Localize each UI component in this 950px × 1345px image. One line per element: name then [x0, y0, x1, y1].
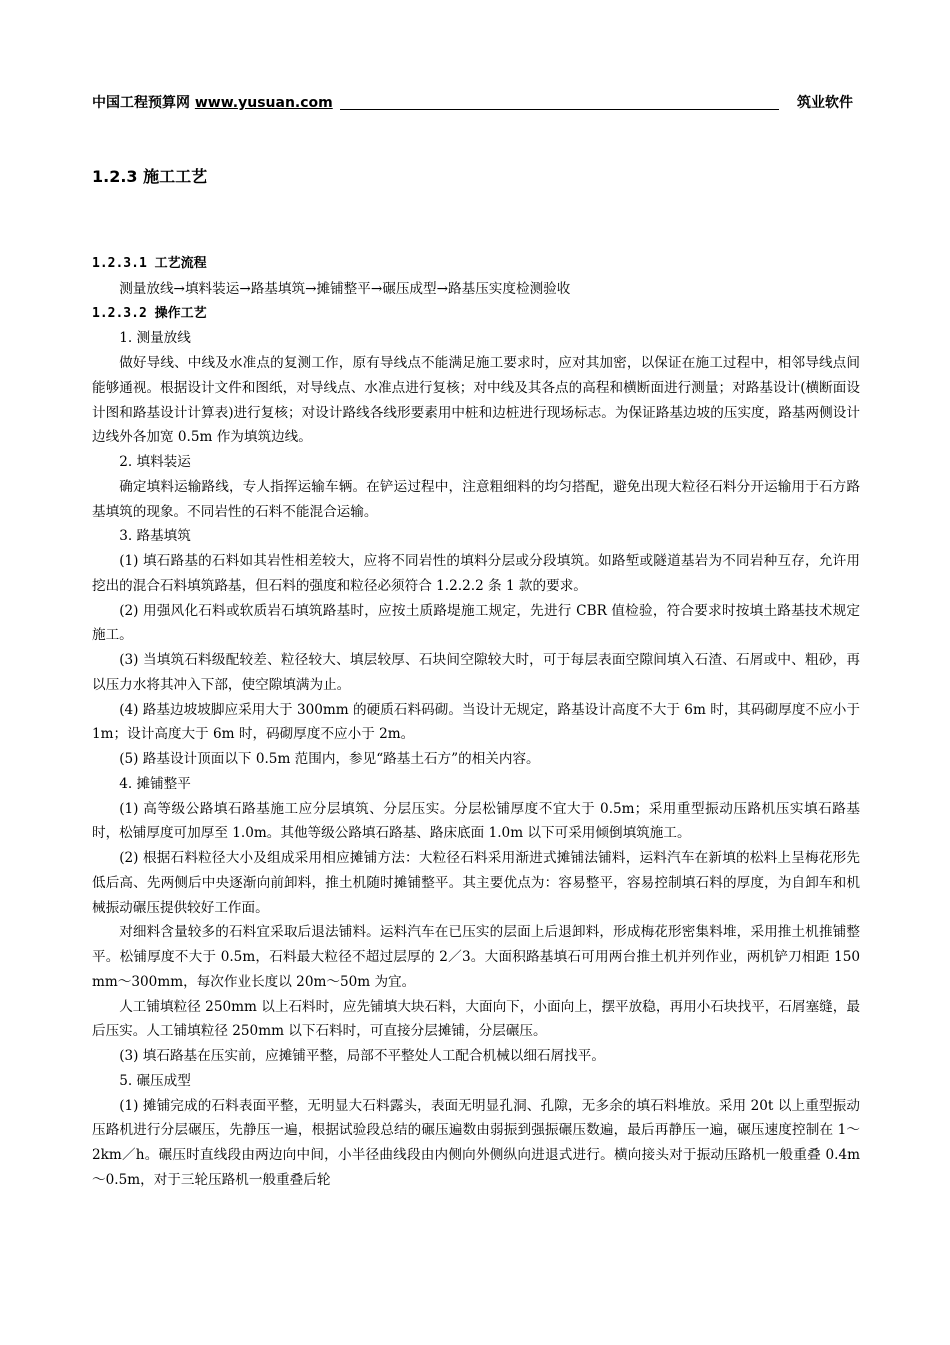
heading-operation: 1.2.3.2 操作工艺: [92, 305, 207, 321]
paragraph: (4) 路基边坡坡脚应采用大于 300mm 的硬质石料码砌。当设计无规定，路基设计高度不大于 6m 时，其码砌厚度不应小于 1m；设计高度大于 6m 时，码砌厚度不应小于 2m。: [92, 701, 860, 743]
heading-process-flow: 1.2.3.1 工艺流程: [92, 256, 207, 271]
process-flow-text: 测量放线→填料装运→路基填筑→摊铺整平→碾压成型→路基压实度检测验收: [119, 280, 571, 297]
section-title: 1.2.3 施工工艺: [92, 167, 208, 186]
paragraph: (1) 高等级公路填石路基施工应分层填筑、分层压实。分层松铺厚度不宜大于 0.5m；采用重型振动压路机压实填石路基时，松铺厚度可加厚至 1.0m。其他等级公路填石路基、路床底面 1.0m 以下可采用倾倒填筑施工。: [92, 800, 860, 842]
paragraph: (1) 摊铺完成的石料表面平整，无明显大石料露头，表面无明显孔洞、孔隙，无多余的填石料堆放。采用 20t 以上重型振动压路机进行分层碾压，先静压一遍，根据试验段总结的碾压遍数由弱振到强振碾压数遍，最后再静压一遍，碾压速度控制在 1～2km／h。碾压时直线段由两边向中间，小半径曲线段由内侧向外侧纵向进退式进行。横向接头对于振动压路机一般重叠 0.4m～0.5m，对于三轮压路机一般重叠后轮: [92, 1097, 860, 1188]
paragraph: 做好导线、中线及水准点的复测工作，原有导线点不能满足施工要求时，应对其加密，以保证在施工过程中，相邻导线点间能够通视。根据设计文件和图纸，对导线点、水准点进行复核；对中线及其各点的高程和横断面进行测量；对路基设计(横断面设计图和路基设计计算表)进行复核；对设计路线各线形要素用中桩和边桩进行现场标志。为保证路基边坡的压实度，路基两侧设计边线外各加宽 0.5m 作为填筑边线。: [92, 355, 860, 446]
subheading-filling: 3. 路基填筑: [119, 528, 191, 545]
subheading-loading: 2. 填料装运: [119, 454, 191, 470]
paragraph: 确定填料运输路线，专人指挥运输车辆。在铲运过程中，注意粗细料的均匀搭配，避免出现大粒径石料分开运输用于石方路基填筑的现象。不同岩性的石料不能混合运输。: [92, 478, 860, 520]
paragraph: (3) 填石路基在压实前，应摊铺平整，局部不平整处人工配合机械以细石屑找平。: [119, 1048, 605, 1064]
subheading-compaction: 5. 碾压成型: [119, 1072, 191, 1089]
paragraph: (5) 路基设计顶面以下 0.5m 范围内，参见“路基土石方”的相关内容。: [119, 751, 540, 767]
subheading-spreading: 4. 摊铺整平: [119, 775, 191, 792]
header-site-name: 中国工程预算网: [92, 95, 190, 111]
document-body: [92, 252, 860, 1193]
page-header: [92, 93, 853, 113]
header-url-link[interactable]: www.yusuan.com: [194, 95, 333, 111]
paragraph: 人工铺填粒径 250mm 以上石料时，应先铺填大块石料，大面向下，小面向上，摆平放稳，再用小石块找平，石屑塞缝，最后压实。人工铺填粒径 250mm 以下石料时，可直接分层摊铺，分层碾压。: [92, 998, 860, 1040]
paragraph: 对细料含量较多的石料宜采取后退法铺料。运料汽车在已压实的层面上后退卸料，形成梅花形密集料堆，采用推土机推铺整平。松铺厚度不大于 0.5m，石料最大粒径不超过层厚的 2／3。大面积路基填石可用两台推土机并列作业，两机铲刀相距 150mm～300mm，每次作业长度以 20m～50m 为宜。: [92, 924, 860, 990]
header-brand: 筑业软件: [797, 95, 853, 111]
paragraph: (1) 填石路基的石料如其岩性相差较大，应将不同岩性的填料分层或分段填筑。如路堑或隧道基岩为不同岩种互存，允许用挖出的混合石料填筑路基，但石料的强度和粒径必须符合 1.2.2.2 条 1 款的要求。: [92, 553, 860, 594]
paragraph: (2) 根据石料粒径大小及组成采用相应摊铺方法：大粒径石料采用渐进式摊铺法铺料，运料汽车在新填的松料上呈梅花形先低后高、先两侧后中央逐渐向前卸料，推土机随时摊铺整平。其主要优点为：容易整平，容易控制填石料的厚度，为自卸车和机械振动碾压提供较好工作面。: [92, 850, 860, 916]
header-rule: [340, 109, 779, 110]
paragraph: (2) 用强风化石料或软质岩石填筑路基时，应按土质路堤施工规定，先进行 CBR 值检验，符合要求时按填土路基技术规定施工。: [92, 602, 860, 644]
subheading-survey: 1. 测量放线: [119, 330, 191, 347]
paragraph: (3) 当填筑石料级配较差、粒径较大、填层较厚、石块间空隙较大时，可于每层表面空隙间填入石渣、石屑或中、粗砂，再以压力水将其冲入下部，使空隙填满为止。: [92, 652, 860, 693]
header-site: [92, 93, 333, 113]
